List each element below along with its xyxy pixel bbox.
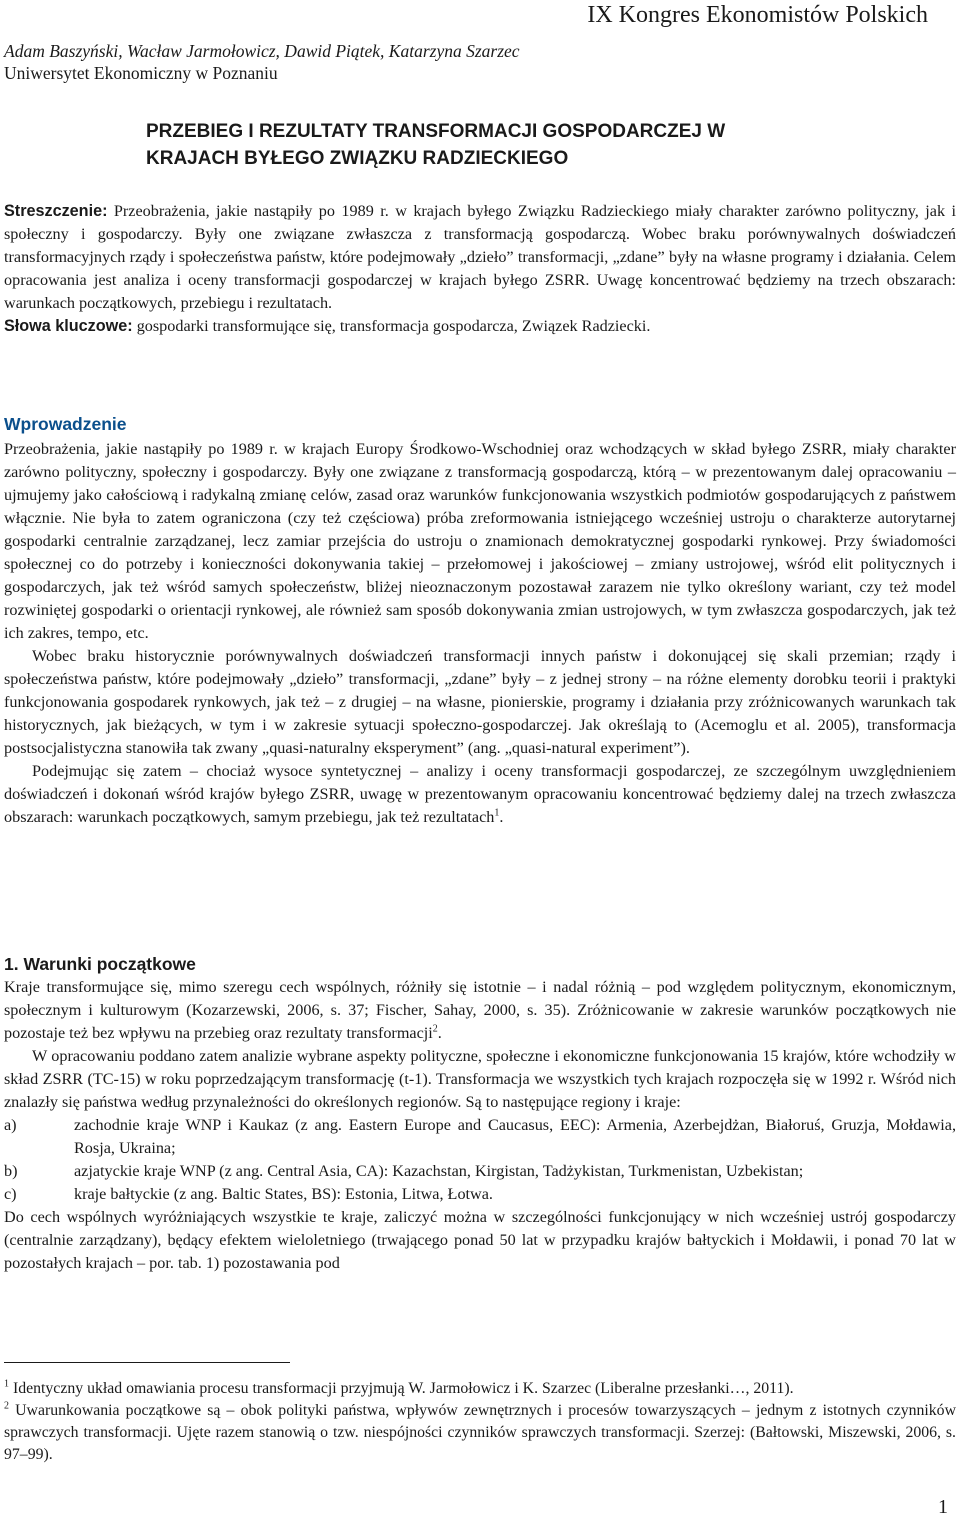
footnotes [4, 1378, 956, 1466]
abstract-paragraph [4, 200, 956, 315]
keywords-paragraph [4, 315, 956, 338]
footnote-2 [4, 1400, 956, 1466]
paper-title [146, 118, 936, 172]
footnote-ref-2[interactable]: 2 [432, 1023, 438, 1035]
title-line-1: PRZEBIEG I REZULTATY TRANSFORMACJI GOSPODARCZEJ W [146, 121, 726, 142]
list-item [4, 1114, 956, 1160]
intro-paragraph-1: Przeobrażenia, jakie nastąpiły po 1989 r. w krajach Europy Środkowo-Wschodniej oraz wchodzących w skład byłego ZSRR, miały charakter zarówno polityczny, społeczny i gospodarczy. Były one związane z transformacją gospodarczą, którą – w prezentowanym dalej opracowaniu – ujmujemy jako całościową i radykalną zmianę celów, zasad oraz warunków funkcjonowania wszystkich podmiotów gospodarujących z państwem włącznie. Nie była to zatem ograniczona (czy też częściowa) próba zreformowania istniejącego wcześniej ustroju o charakterze autorytarnej gospodarki centralnie zarządzanej, lecz zamiar przejścia do ustroju o znamionach demokratycznej gospodarki rynkowej. Przy świadomości społecznej co do potrzeby i konieczności dokonywania takiej – przełomowej i jakościowej – zmiany ustrojowej, wśród elit politycznych i gospodarczych, jak też wśród samych społeczeństw, bliżej nieoznaczonym pozostawał zarazem nie tylko określony wariant, czy też model rozwiniętej gospodarki o orientacji rynkowej, ale również sam sposób dokonywania zmian ustrojowych, w tym zwłaszcza gospodarczych, jak też ich zakres, tempo, etc. [4, 440, 956, 642]
section-1-paragraph-1-text: Kraje transformujące się, mimo szeregu cech wspólnych, różniły się istotnie – i nadal różnią – pod względem politycznym, ekonomicznym, społecznym i kulturowym (Kozarzewski, 2006, s. 37; Fischer, Sahay, 2000, s. 35). Zróżnicowanie w zakresie warunków początkowych nie pozostaje też bez wpływu na przebieg oraz rezultaty transformacji [4, 978, 956, 1042]
list-item-text: kraje bałtyckie (z ang. Baltic States, BS): Estonia, Litwa, Łotwa. [74, 1185, 493, 1203]
keywords-label: Słowa kluczowe: [4, 317, 133, 335]
footnote-text: Uwarunkowania początkowe są – obok polityki państwa, wpływów zewnętrznych i procesów towarzyszących – jednym z istotnych czynników sprawczych transformacji. Ujęte razem stanowią o tzw. niespójności czynników sprawczych transformacji. Szerzej: (Bałtowski, Miszewski, 2006, s. 97–99). [4, 1402, 956, 1463]
list-item-text: azjatyckie kraje WNP (z ang. Central Asia, CA): Kazachstan, Kirgistan, Tadżykistan, Turkmenistan, Uzbekistan; [74, 1162, 804, 1180]
title-line-2: KRAJACH BYŁEGO ZWIĄZKU RADZIECKIEGO [146, 148, 569, 169]
author-block [4, 40, 520, 84]
list-item [4, 1183, 956, 1206]
abstract-label: Streszczenie: [4, 202, 108, 220]
authors: Adam Baszyński, Wacław Jarmołowicz, Dawid Piątek, Katarzyna Szarzec [4, 41, 520, 61]
list-item-label: a) [4, 1116, 17, 1134]
intro-heading: Wprowadzenie [4, 414, 127, 434]
list-item-label: b) [4, 1162, 18, 1180]
section-1-paragraph-3: Do cech wspólnych wyróżniających wszystkie te kraje, zaliczyć można w szczególności funkcjonujący w nich wcześniej ustrój gospodarczy (centralnie zarządzany), będący efektem wieloletniego (trwającego ponad 50 lat w przypadku krajów bałtyckich i Mołdawii, i ponad 70 lat w pozostałych krajach – por. tab. 1) pozostawania pod [4, 1208, 956, 1272]
footnote-text: Identyczny układ omawiania procesu transformacji przyjmują W. Jarmołowicz i K. Szarzec (Liberalne przesłanki…, 2011). [9, 1380, 794, 1397]
section-1 [4, 976, 956, 1275]
footnote-ref-1[interactable]: 1 [494, 807, 500, 819]
abstract-text: Przeobrażenia, jakie nastąpiły po 1989 r. w krajach byłego Związku Radzieckiego miały charakter zarówno polityczny, jak i społeczny i gospodarczy. Były one związane zwłaszcza z transformacją gospodarczą. Wobec braku porównywalnych doświadczeń transformacyjnych rządy i społeczeństwa państw, które podejmowały „dzieło” transformacji, „zdane” były na własne programy i działania. Celem opracowania jest analiza i oceny transformacji gospodarczej w krajach byłego ZSRR. Uwagę koncentrować będziemy na trzech obszarach: warunkach początkowych, przebiegu i rezultatach. [4, 202, 956, 312]
section-1-paragraph-1-end: . [437, 1024, 442, 1042]
section-1-paragraph-1 [4, 976, 956, 1045]
intro-paragraph-3-text: Podejmując się zatem – chociaż wysoce syntetycznej – analizy i oceny transformacji gospodarczej, ze szczególnym uwzględnieniem doświadczeń i dokonań wśród krajów byłego ZSRR, uwagę w prezentowanym opracowaniu koncentrować będziemy dalej na trzech zwłaszcza obszarach: warunkach początkowych, samym przebiegu, jak też rezultatach [4, 762, 956, 826]
list-item-text: zachodnie kraje WNP i Kaukaz (z ang. Eastern Europe and Caucasus, EEC): Armenia, Azerbejdżan, Białoruś, Gruzja, Mołdawia, Rosja, Ukraina; [74, 1116, 956, 1157]
section-1-paragraph-2: W opracowaniu poddano zatem analizie wybrane aspekty polityczne, społeczne i ekonomiczne funkcjonowania 15 krajów, które wchodziły w skład ZSRR (TC-15) w roku poprzedzającym transformację (t-1). Transformacja we wszystkich tych krajach rozpoczęła się w 1992 r. Wśród nich znalazły się państwa według przynależności do określonych regionów. Są to następujące regiony i kraje: [4, 1047, 956, 1111]
footnote-number: 1 [4, 1378, 9, 1390]
page-number: 1 [938, 1496, 948, 1518]
intro-paragraph-3 [4, 760, 956, 829]
footnote-number: 2 [4, 1400, 9, 1412]
list-item [4, 1160, 956, 1183]
conference-name: IX Kongres Ekonomistów Polskich [587, 2, 928, 28]
footnote-1 [4, 1378, 956, 1400]
footnote-divider [4, 1362, 290, 1363]
section-1-heading: 1. Warunki początkowe [4, 954, 196, 974]
intro-section [4, 438, 956, 829]
intro-paragraph-2: Wobec braku historycznie porównywalnych doświadczeń transformacji innych państw i dokonującej się skali przemian; rządy i społeczeństwa państw, które podejmowały „dzieło” transformacji, „zdane” były – z jednej strony – na różne elementy dorobku teorii i praktyki funkcjonowania gospodarek rynkowych, jak też – z drugiej – na własne, pionierskie, programy i działania przy zróżnicowanych warunkach tak historycznych, jak bieżących, w tym i w zakresie sytuacji społeczno-gospodarczej. Jak określają to (Acemoglu et al. 2005), transformacja postsocjalistyczna stanowiła tak zwany „quasi-naturalny eksperyment” (ang. „quasi-natural experiment”). [4, 647, 956, 757]
keywords-text: gospodarki transformujące się, transformacja gospodarcza, Związek Radziecki. [132, 317, 651, 335]
abstract [4, 200, 956, 338]
affiliation: Uniwersytet Ekonomiczny w Poznaniu [4, 63, 278, 83]
intro-paragraph-3-end: . [499, 808, 504, 826]
list-item-label: c) [4, 1185, 17, 1203]
